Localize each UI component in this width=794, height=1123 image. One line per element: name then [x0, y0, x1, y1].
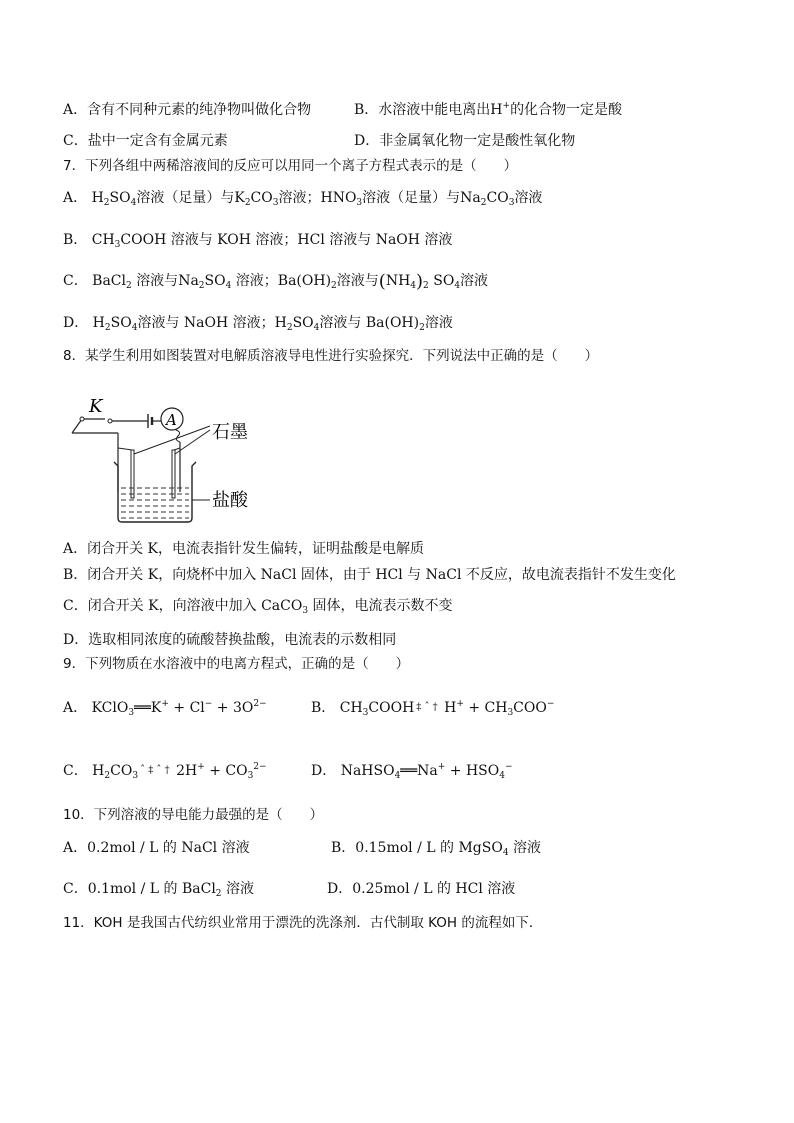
q9-b-eq1: CH	[339, 700, 363, 716]
q7-d-t2: 溶液与 Ba(OH)	[319, 315, 420, 331]
q10-option-b: B．0.15mol / L 的 MgSO$_4$ 溶液	[331, 840, 542, 858]
q8-option-a: A．闭合开关 K，电流表指针发生偏转，证明盐酸是电解质	[63, 541, 425, 557]
q10-c-text: C．0.1mol / L 的 BaCl	[63, 881, 216, 897]
switch-pivot	[80, 417, 84, 421]
q8-option-b: B．闭合开关 K，向烧杯中加入 NaCl 固体，由于 HCl 与 NaCl 不反应，故电流表指针不发生变化	[63, 567, 676, 583]
q6-option-c: C．盐中一定含有金属元素	[63, 133, 228, 149]
equals-arrow: ══	[400, 763, 418, 779]
q9-c-label: C．	[63, 763, 88, 779]
q10-option-a: A．0.2mol / L 的 NaCl 溶液	[63, 840, 250, 856]
q7-a-t4: 溶液	[514, 190, 543, 206]
q7-b-label: B．	[63, 232, 88, 248]
q6-option-d: D．非金属氧化物一定是酸性氧化物	[354, 133, 576, 149]
q9-a-label: A．	[63, 700, 88, 716]
q8-option-c: C．闭合开关 K，向溶液中加入 CaCO$_3$ 固体，电流表示数不变	[63, 598, 453, 616]
beaker	[114, 462, 196, 522]
q8-c-text: C．闭合开关 K，向溶液中加入 CaCO	[63, 598, 303, 614]
q8-c-text-2: 固体，电流表示数不变	[312, 598, 453, 614]
q7-option-a: A． $H_2SO_4$溶液（足量）与$K_2CO_3$溶液；$HNO_3$溶液（足量）与$Na_2CO_3$溶液	[63, 190, 543, 208]
q9-d-eq1: NaHSO	[340, 763, 395, 779]
q9-a-eq1: KClO	[91, 700, 129, 716]
right-connector	[174, 448, 180, 450]
q9-c-eq2: CO	[110, 763, 133, 779]
left-connector	[118, 448, 132, 450]
q7-option-b: B． $CH_3COOH$ 溶液与 KOH 溶液；HCl 溶液与 NaOH 溶液	[63, 232, 453, 250]
q10-option-c: C．0.1mol / L 的 BaCl$_2$ 溶液	[63, 881, 254, 899]
q8-option-d: D．选取相同浓度的硫酸替换盐酸，电流表的示数相同	[63, 632, 397, 648]
q9-a-eq4: + 3O	[216, 700, 254, 716]
q7-c-label: C．	[63, 273, 88, 289]
q8-stem: 8．某学生利用如图装置对电解质溶液导电性进行实验探究．下列说法中正确的是（ ）	[63, 348, 599, 364]
q9-a-eq3: + Cl	[173, 700, 205, 716]
q7-a-t1: 溶液（足量）与	[136, 190, 235, 206]
ammeter-label: A	[166, 411, 177, 429]
q9-d-eq2: Na	[417, 763, 438, 779]
equals-arrow: ══	[134, 700, 151, 716]
q7-c-t3: 溶液与	[336, 273, 379, 289]
q7-d-label: D．	[63, 315, 89, 331]
q9-option-a: A． KClO$_3$══K+ + $Cl^- + 3O^{2-}$	[63, 699, 267, 718]
q7-a-t2: 溶液；	[278, 190, 321, 206]
q7-a-t3: 溶液（足量）与	[362, 190, 461, 206]
q9-b-eq3: H	[444, 700, 457, 716]
q10-option-d: D．0.25mol / L 的 HCl 溶液	[327, 881, 516, 897]
q7-d-t3: 溶液	[424, 315, 453, 331]
q10-b-text: B．0.15mol / L 的 MgSO	[331, 840, 503, 856]
electrode-label: 石墨	[212, 422, 248, 443]
q9-b-label: B．	[311, 700, 336, 716]
q7-stem: 7．下列各组中两稀溶液间的反应可以用同一个离子方程式表示的是（ ）	[63, 158, 518, 174]
q9-option-c: C． $H_2CO_3$ ˆ ‡ ˆ † $2H^+ + CO_3^{2-}$	[63, 762, 267, 781]
solution-label: 盐酸	[212, 490, 248, 511]
q9-b-eq2: COOH	[368, 700, 415, 716]
q9-stem: 9．下列物质在水溶液中的电离方程式，正确的是（ ）	[63, 656, 410, 672]
q6-option-a: A．含有不同种元素的纯净物叫做化合物	[63, 102, 312, 118]
q9-option-d: D． NaHSO$_4$══Na+ + $HSO_4^-$	[311, 762, 513, 781]
q9-d-eq3: + HSO	[449, 763, 500, 779]
q9-c-eq1: H	[92, 763, 105, 779]
reversible-arrow-icon: ‡ ˆ †	[416, 702, 438, 713]
q6-option-b: B．水溶液中能电离出H+的化合物一定是酸	[354, 101, 623, 118]
q11-stem: 11．KOH 是我国古代纺织业常用于漂洗的洗涤剂．古代制取 KOH 的流程如下．	[63, 915, 543, 931]
q7-d-t1: 溶液与 NaOH 溶液；	[137, 315, 275, 331]
reversible-arrow-icon: ˆ ‡ ˆ †	[140, 765, 170, 776]
q9-b-eq4: + CH	[468, 700, 508, 716]
ammeter-lead	[176, 430, 180, 442]
left-electrode	[131, 450, 134, 498]
q6-ion-h: H	[490, 102, 503, 118]
q7-c-t4: 溶液	[460, 273, 489, 289]
q10-c-text-2: 溶液	[225, 881, 254, 897]
q9-d-label: D．	[311, 763, 337, 779]
q6-option-b-text-2: 的化合物一定是酸	[510, 102, 623, 118]
right-electrode	[172, 450, 175, 498]
wire-left-up	[72, 419, 82, 433]
q10-stem: 10．下列溶液的导电能力最强的是（ ）	[63, 807, 324, 823]
q7-b-t1: 溶液与 KOH 溶液；HCl 溶液与 NaOH 溶液	[170, 232, 453, 248]
q7-a-label: A．	[63, 190, 88, 206]
q10-b-text-2: 溶液	[513, 840, 542, 856]
q9-a-eq2: K	[150, 700, 162, 716]
q9-c-eq4: + CO	[209, 763, 248, 779]
q7-c-t2: 溶液；Ba(OH)	[235, 273, 332, 289]
q7-option-c: C． BaCl$_2$ 溶液与$Na_2SO_4$ 溶液；$Ba(OH)_2$溶液与$(NH_4)_2$ $SO_4$溶液	[63, 271, 489, 292]
switch-label: K	[89, 396, 103, 417]
q9-c-eq3: 2H	[176, 763, 198, 779]
q7-option-d: D． $H_2SO_4$溶液与 NaOH 溶液；$H_2SO_4$溶液与 $Ba(OH)_2$溶液	[63, 315, 453, 333]
q6-option-b-text: B．水溶液中能电离出	[354, 102, 491, 118]
q8-apparatus-figure	[60, 388, 260, 528]
q9-b-eq5: COO	[513, 700, 547, 716]
q9-option-b: B． $CH_3COOH$ ‡ ˆ † $H^+ + CH_3COO^-$	[311, 699, 555, 718]
switch-contact	[108, 419, 112, 423]
q7-c-t1: 溶液与	[136, 273, 179, 289]
